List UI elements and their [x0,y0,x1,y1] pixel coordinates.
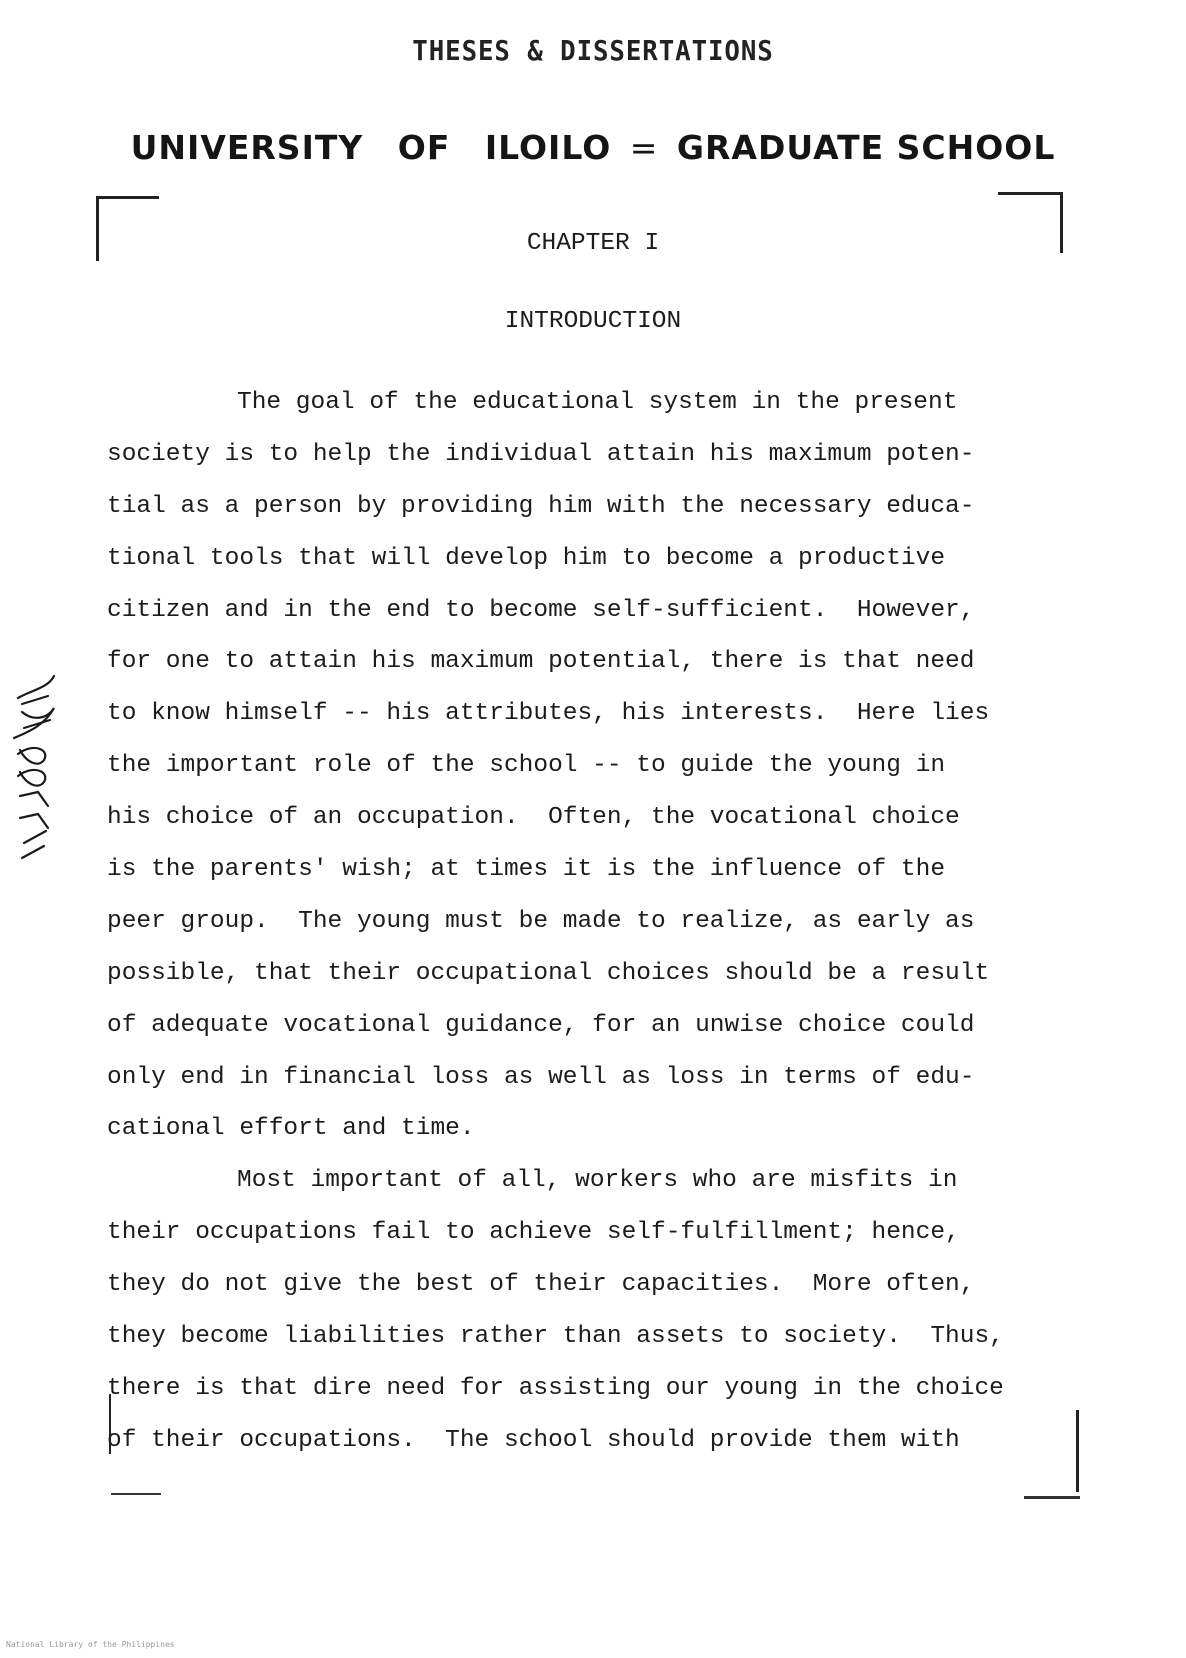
body-line: of their occupations. The school should provide them with [107,1426,960,1454]
body-line: tial as a person by providing him with the necessary educa- [107,492,975,520]
header-university: UNIVERSITY [130,128,364,167]
body-line: to know himself -- his attributes, his interests. Here lies [107,700,990,728]
header-separator: = [629,128,659,167]
body-line: they do not give the best of their capacities. More often, [107,1271,975,1299]
body-line: society is to help the individual attain his maximum poten- [107,440,975,468]
body-line: The goal of the educational system in the present [237,389,958,416]
corner-underline-bottom-right [1024,1496,1080,1499]
body-line: only end in financial loss as well as loss in terms of edu- [107,1063,975,1091]
body-line: for one to attain his maximum potential, there is that need [107,648,975,676]
body-line: is the parents' wish; at times it is the influence of the [107,856,946,884]
body-line: they become liabilities rather than assets to society. Thus, [107,1323,1004,1351]
body-line: possible, that their occupational choices should be a result [107,959,990,987]
archive-stamp: THESES & DISSERTATIONS [412,34,774,67]
page-header [0,128,1186,167]
body-line: peer group. The young must be made to realize, as early as [107,907,975,935]
chapter-title: CHAPTER I [526,230,660,257]
body-line: his choice of an occupation. Often, the vocational choice [107,804,960,832]
body-line: their occupations fail to achieve self-fulfillment; hence, [107,1219,960,1247]
handwritten-note-drawing [4,668,60,868]
body-line: citizen and in the end to become self-sufficient. However, [107,596,975,624]
header-of: OF [397,128,451,167]
body-text [107,386,1087,1476]
body-line: tional tools that will develop him to become a productive [107,544,946,572]
header-school: GRADUATE SCHOOL [676,128,1056,167]
header-city: ILOILO [484,128,612,167]
handwritten-call-number-icon [4,668,60,868]
body-line: Most important of all, workers who are misfits in [237,1167,958,1195]
body-line: cational effort and time. [107,1115,475,1143]
body-line: there is that dire need for assisting our young in the choice [107,1374,1004,1402]
section-title: INTRODUCTION [504,308,682,335]
body-line: the important role of the school -- to guide the young in [107,752,946,780]
scan-footer: National Library of the Philippines [6,1640,175,1649]
corner-underline-bottom-left [111,1493,161,1495]
body-line: of adequate vocational guidance, for an unwise choice could [107,1011,975,1039]
